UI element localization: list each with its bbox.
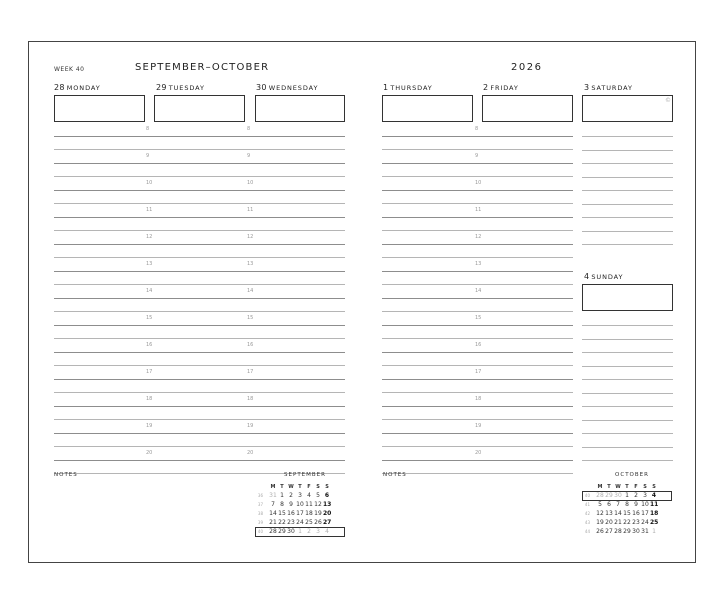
ruled-line (54, 433, 345, 434)
ruled-line (382, 365, 573, 366)
ruled-line (582, 447, 673, 448)
hour-label: 20 (475, 450, 482, 456)
hour-label: 15 (475, 315, 482, 321)
hour-label: 19 (475, 423, 482, 429)
mini-calendar-week-number: 37 (257, 502, 263, 507)
ruled-line (54, 203, 345, 204)
mini-calendar-day[interactable]: 1 (652, 528, 656, 535)
mini-calendar-day[interactable]: 1 (298, 528, 302, 535)
mini-calendar-weekday: T (280, 484, 284, 490)
day-label-monday: 28 MONDAY (54, 83, 101, 92)
current-week-highlight (582, 491, 672, 501)
day-box-monday[interactable] (54, 95, 145, 122)
ruled-line (54, 406, 345, 407)
hour-label: 11 (247, 207, 254, 213)
day-box-sunday[interactable] (582, 284, 673, 311)
mini-calendar-day[interactable]: 27 (323, 519, 332, 526)
mini-calendar-weekday: S (316, 484, 320, 490)
mini-calendar-october (582, 472, 682, 547)
ruled-line (382, 325, 573, 326)
day-label-thursday: 1 THURSDAY (383, 83, 433, 92)
hour-label: 13 (247, 261, 254, 267)
mini-calendar-day[interactable]: 28 (596, 492, 604, 499)
ruled-line (54, 338, 345, 339)
mini-calendar-title: SEPTEMBER (284, 472, 326, 478)
notes-label-left: NOTES (54, 472, 78, 478)
hour-label: 15 (146, 315, 153, 321)
mini-calendar-day[interactable]: 13 (323, 501, 332, 508)
ruled-line (382, 190, 573, 191)
mini-calendar-day[interactable]: 7 (616, 501, 620, 508)
mini-calendar-day[interactable]: 8 (280, 501, 284, 508)
ruled-line (54, 136, 345, 137)
ruled-line (54, 352, 345, 353)
ruled-line (582, 366, 673, 367)
day-label-wednesday: 30 WEDNESDAY (256, 83, 319, 92)
ruled-line (382, 473, 573, 474)
mini-calendar-day[interactable]: 30 (614, 492, 622, 499)
hour-label: 20 (146, 450, 153, 456)
ruled-line (382, 217, 573, 218)
hour-label: 9 (247, 153, 251, 159)
mini-calendar-day[interactable]: 22 (623, 519, 631, 526)
hour-label: 12 (247, 234, 254, 240)
mini-calendar-day[interactable]: 21 (269, 519, 277, 526)
hour-label: 12 (146, 234, 153, 240)
ruled-line (582, 393, 673, 394)
ruled-line (582, 352, 673, 353)
ruled-line (382, 392, 573, 393)
mini-calendar-day[interactable]: 20 (323, 510, 332, 517)
ruled-line (382, 419, 573, 420)
mini-calendar-day[interactable]: 2 (307, 528, 311, 535)
ruled-line (382, 284, 573, 285)
mini-calendar-day[interactable]: 19 (314, 510, 322, 517)
mini-calendar-day[interactable]: 3 (298, 492, 302, 499)
ruled-line (582, 406, 673, 407)
ruled-line (382, 136, 573, 137)
hour-label: 13 (475, 261, 482, 267)
hour-label: 9 (475, 153, 479, 159)
ruled-line (54, 271, 345, 272)
ruled-line (382, 406, 573, 407)
hour-label: 8 (146, 126, 150, 132)
hour-label: 12 (475, 234, 482, 240)
mini-calendar-day[interactable]: 18 (650, 510, 659, 517)
ruled-line (382, 311, 573, 312)
ruled-line (54, 365, 345, 366)
mini-calendar-day[interactable]: 6 (324, 492, 330, 499)
mini-calendar-day[interactable]: 31 (641, 528, 649, 535)
mini-calendar-weekday: M (270, 484, 276, 490)
mini-calendar-day[interactable]: 17 (641, 510, 649, 517)
mini-calendar-weekday: T (607, 484, 611, 490)
mini-calendar-day[interactable]: 9 (634, 501, 638, 508)
hour-label: 18 (146, 396, 153, 402)
day-label-sunday: 4 SUNDAY (584, 272, 624, 281)
mini-calendar-day[interactable]: 28 (614, 528, 622, 535)
ruled-line (382, 433, 573, 434)
mini-calendar-day[interactable]: 8 (625, 501, 629, 508)
mini-calendar-day[interactable]: 27 (605, 528, 613, 535)
mini-calendar-day[interactable]: 7 (271, 501, 275, 508)
mini-calendar-day[interactable]: 16 (632, 510, 640, 517)
ruled-line (382, 203, 573, 204)
ruled-line (382, 271, 573, 272)
day-label-tuesday: 29 TUESDAY (156, 83, 205, 92)
ruled-line (54, 257, 345, 258)
mini-calendar-day[interactable]: 30 (632, 528, 640, 535)
ruled-line (54, 392, 345, 393)
ruled-line (54, 325, 345, 326)
mini-calendar-day[interactable]: 25 (305, 519, 313, 526)
mini-calendar-day[interactable]: 26 (596, 528, 604, 535)
ruled-line (582, 163, 673, 164)
hour-label: 19 (247, 423, 254, 429)
ruled-line (582, 136, 673, 137)
ruled-line (582, 217, 673, 218)
mini-calendar-day[interactable]: 28 (269, 528, 277, 535)
ruled-line (54, 298, 345, 299)
ruled-line (382, 257, 573, 258)
mini-calendar-weekday: T (298, 484, 302, 490)
week-number: WEEK 40 (54, 66, 85, 73)
mini-calendar-day[interactable]: 12 (596, 510, 604, 517)
day-box-saturday[interactable] (582, 95, 673, 122)
current-week-highlight (255, 527, 345, 537)
hour-label: 16 (475, 342, 482, 348)
mini-calendar-week-number: 41 (584, 502, 590, 507)
ruled-line (382, 460, 573, 461)
hour-label: 18 (475, 396, 482, 402)
hour-label: 8 (475, 126, 479, 132)
mini-calendar-day[interactable]: 25 (650, 519, 659, 526)
mini-calendar-day[interactable]: 10 (641, 501, 649, 508)
ruled-line (582, 379, 673, 380)
mini-calendar-day[interactable]: 12 (314, 501, 322, 508)
mini-calendar-day[interactable]: 4 (325, 528, 329, 535)
ruled-line (54, 190, 345, 191)
month-range-title: SEPTEMBER–OCTOBER (135, 62, 270, 73)
mini-calendar-weekday: F (634, 484, 638, 490)
mini-calendar-weekday: F (307, 484, 311, 490)
day-label-friday: 2 FRIDAY (483, 83, 519, 92)
mini-calendar-day[interactable]: 3 (316, 528, 320, 535)
mini-calendar-weekday: M (597, 484, 603, 490)
ruled-line (54, 230, 345, 231)
day-box-wednesday[interactable] (255, 95, 345, 122)
mini-calendar-day[interactable]: 2 (634, 492, 638, 499)
ruled-line (54, 284, 345, 285)
ruled-line (382, 163, 573, 164)
ruled-line (382, 446, 573, 447)
mini-calendar-weekday: W (615, 484, 621, 490)
ruled-line (582, 177, 673, 178)
day-label-saturday: 3 SATURDAY (584, 83, 633, 92)
hour-label: 10 (146, 180, 153, 186)
ruled-line (582, 433, 673, 434)
mini-calendar-week-number: 40 (584, 493, 590, 498)
ruled-line (582, 325, 673, 326)
mini-calendar-day[interactable]: 4 (651, 492, 657, 499)
mini-calendar-day[interactable]: 11 (305, 501, 313, 508)
mini-calendar-day[interactable]: 19 (596, 519, 604, 526)
mini-calendar-day[interactable]: 24 (296, 519, 304, 526)
ruled-line (54, 379, 345, 380)
mini-calendar-day[interactable]: 1 (280, 492, 284, 499)
mini-calendar-september (255, 472, 355, 547)
mini-calendar-day[interactable]: 29 (623, 528, 631, 535)
day-box-thursday[interactable] (382, 95, 473, 122)
ruled-line (382, 352, 573, 353)
mini-calendar-day[interactable]: 5 (598, 501, 602, 508)
mini-calendar-weekday: W (288, 484, 294, 490)
mini-calendar-day[interactable]: 24 (641, 519, 649, 526)
ruled-line (54, 311, 345, 312)
hour-label: 18 (247, 396, 254, 402)
mini-calendar-day[interactable]: 17 (296, 510, 304, 517)
mini-calendar-day[interactable]: 18 (305, 510, 313, 517)
mini-calendar-week-number: 40 (257, 529, 263, 534)
mini-calendar-day[interactable]: 23 (287, 519, 295, 526)
hour-label: 14 (475, 288, 482, 294)
mini-calendar-day[interactable]: 16 (287, 510, 295, 517)
mini-calendar-day[interactable]: 23 (632, 519, 640, 526)
ruled-line (582, 150, 673, 151)
mini-calendar-day[interactable]: 30 (287, 528, 295, 535)
mini-calendar-weekday: S (652, 484, 656, 490)
ruled-line (582, 204, 673, 205)
mini-calendar-weekday: S (643, 484, 647, 490)
mini-calendar-week-number: 43 (584, 520, 590, 525)
mini-calendar-week-number: 38 (257, 511, 263, 516)
mini-calendar-day[interactable]: 13 (605, 510, 613, 517)
mini-calendar-day[interactable]: 31 (269, 492, 277, 499)
hour-label: 17 (475, 369, 482, 375)
mini-calendar-day[interactable]: 1 (625, 492, 629, 499)
ruled-line (54, 419, 345, 420)
mini-calendar-title: OCTOBER (615, 472, 649, 478)
mini-calendar-day[interactable]: 15 (278, 510, 286, 517)
hour-label: 20 (247, 450, 254, 456)
mini-calendar-day[interactable]: 2 (289, 492, 293, 499)
ruled-line (582, 339, 673, 340)
mini-calendar-day[interactable]: 3 (643, 492, 647, 499)
hour-label: 13 (146, 261, 153, 267)
mini-calendar-day[interactable]: 14 (614, 510, 622, 517)
ruled-line (382, 379, 573, 380)
ruled-line (582, 244, 673, 245)
ruled-line (382, 176, 573, 177)
hour-label: 10 (475, 180, 482, 186)
hour-label: 11 (146, 207, 153, 213)
ruled-line (382, 244, 573, 245)
mini-calendar-day[interactable]: 5 (316, 492, 320, 499)
mini-calendar-week-number: 36 (257, 493, 263, 498)
ruled-line (54, 460, 345, 461)
ruled-line (54, 149, 345, 150)
mini-calendar-day[interactable]: 11 (650, 501, 659, 508)
day-box-friday[interactable] (482, 95, 573, 122)
ruled-line (382, 298, 573, 299)
mini-calendar-day[interactable]: 15 (623, 510, 631, 517)
mini-calendar-day[interactable]: 26 (314, 519, 322, 526)
hour-label: 8 (247, 126, 251, 132)
hour-label: 10 (247, 180, 254, 186)
mini-calendar-weekday: S (325, 484, 329, 490)
mini-calendar-day[interactable]: 6 (607, 501, 611, 508)
day-box-tuesday[interactable] (154, 95, 245, 122)
hour-label: 17 (247, 369, 254, 375)
hour-label: 15 (247, 315, 254, 321)
mini-calendar-week-number: 44 (584, 529, 590, 534)
circle-icon: © (665, 97, 671, 104)
notes-label-right: NOTES (383, 472, 407, 478)
ruled-line (582, 231, 673, 232)
ruled-line (54, 446, 345, 447)
mini-calendar-day[interactable]: 29 (278, 528, 286, 535)
mini-calendar-day[interactable]: 22 (278, 519, 286, 526)
ruled-line (54, 176, 345, 177)
hour-label: 14 (247, 288, 254, 294)
hour-label: 11 (475, 207, 482, 213)
ruled-line (382, 230, 573, 231)
mini-calendar-week-number: 39 (257, 520, 263, 525)
hour-label: 16 (146, 342, 153, 348)
hour-label: 17 (146, 369, 153, 375)
ruled-line (382, 149, 573, 150)
year-title: 2026 (511, 62, 543, 73)
mini-calendar-day[interactable]: 14 (269, 510, 277, 517)
hour-label: 19 (146, 423, 153, 429)
mini-calendar-day[interactable]: 10 (296, 501, 304, 508)
planner-page (28, 41, 696, 563)
mini-calendar-day[interactable]: 29 (605, 492, 613, 499)
mini-calendar-day[interactable]: 9 (289, 501, 293, 508)
ruled-line (582, 420, 673, 421)
ruled-line (582, 190, 673, 191)
ruled-line (382, 338, 573, 339)
mini-calendar-day[interactable]: 20 (605, 519, 613, 526)
mini-calendar-day[interactable]: 4 (307, 492, 311, 499)
hour-label: 16 (247, 342, 254, 348)
ruled-line (582, 460, 673, 461)
hour-label: 9 (146, 153, 150, 159)
ruled-line (54, 244, 345, 245)
mini-calendar-day[interactable]: 21 (614, 519, 622, 526)
hour-label: 14 (146, 288, 153, 294)
mini-calendar-week-number: 42 (584, 511, 590, 516)
ruled-line (54, 163, 345, 164)
mini-calendar-weekday: T (625, 484, 629, 490)
ruled-line (54, 217, 345, 218)
